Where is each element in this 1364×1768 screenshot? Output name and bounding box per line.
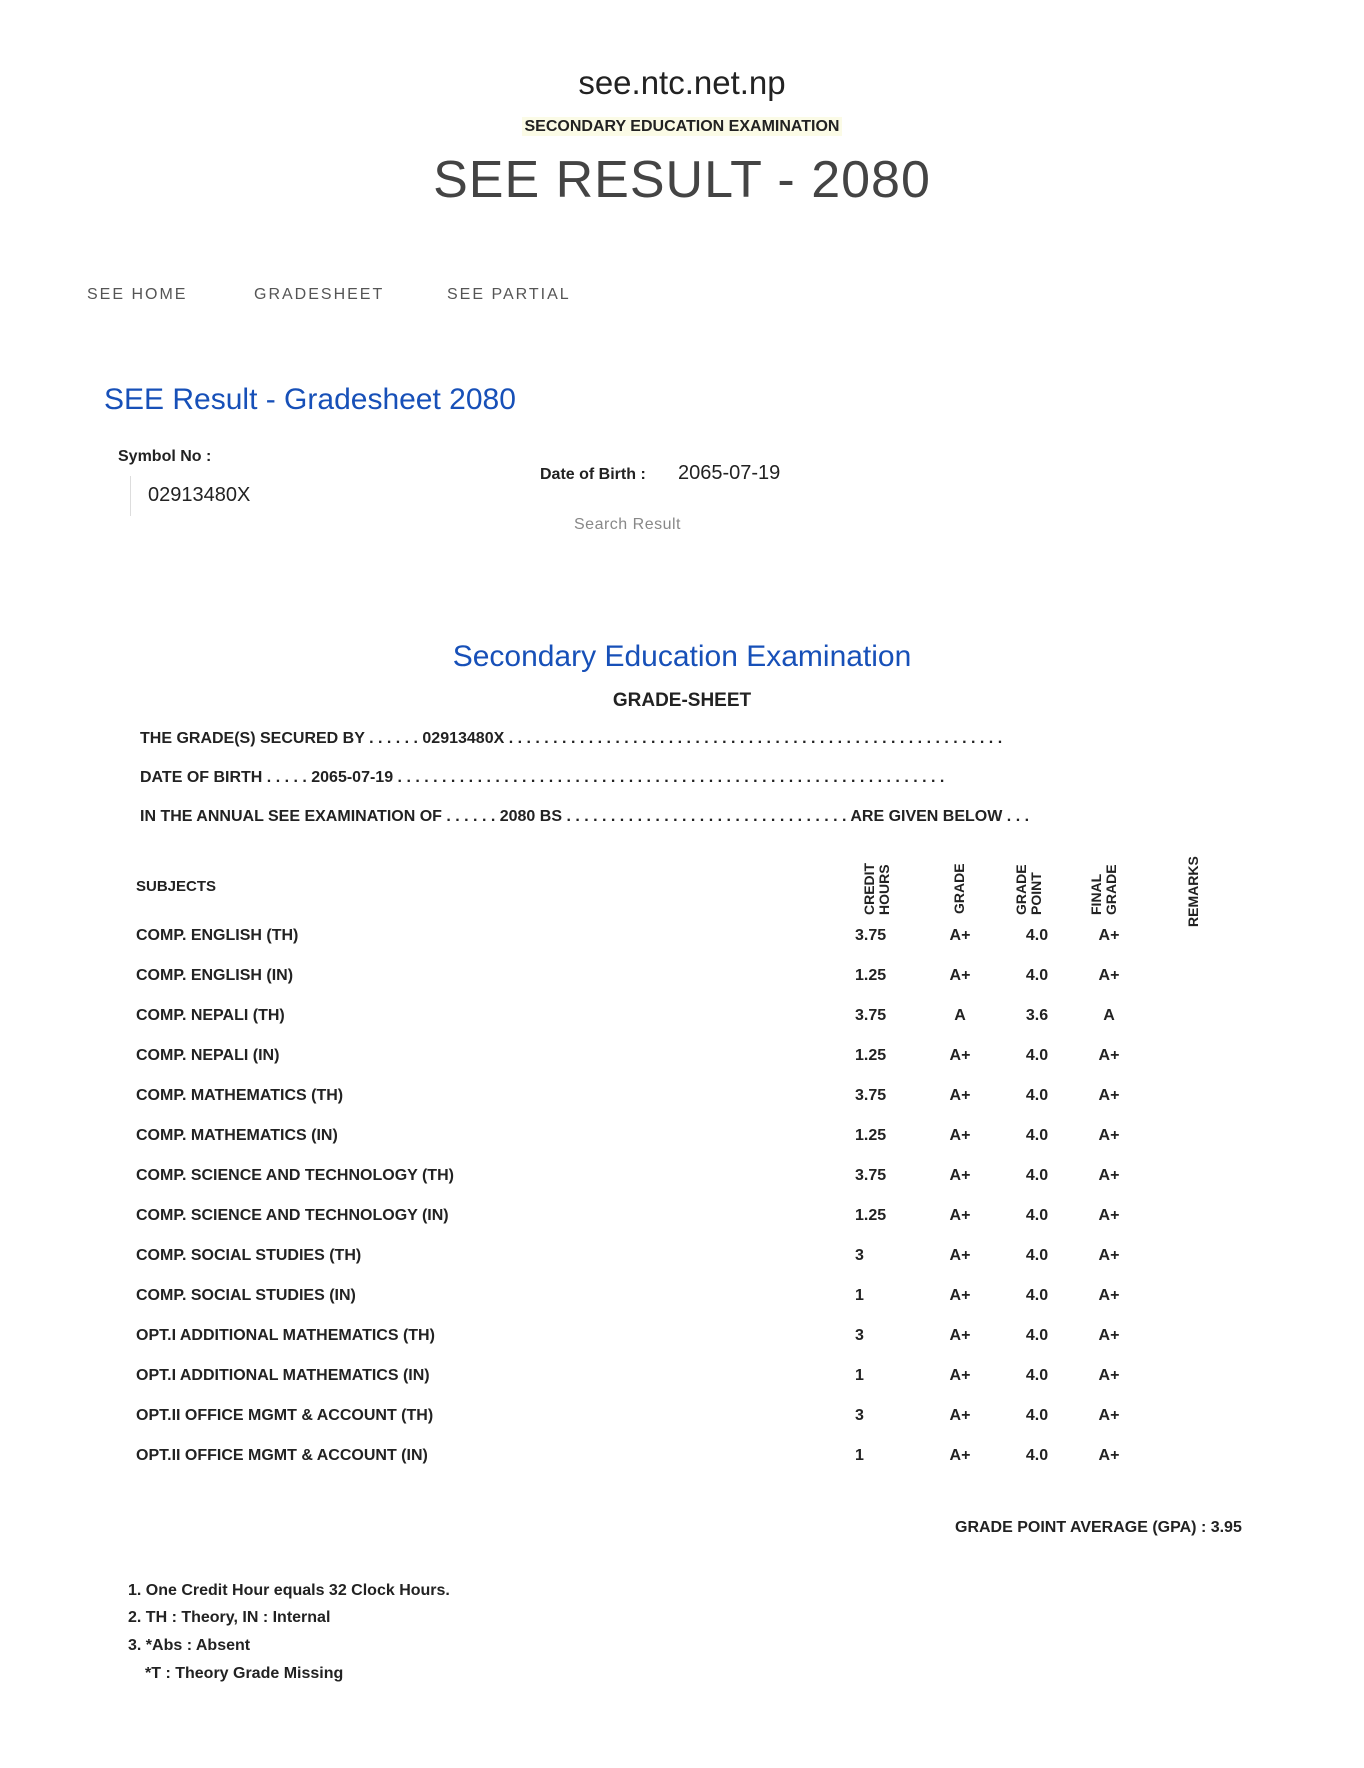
grade: A+ xyxy=(949,1287,971,1304)
subject-name: OPT.II OFFICE MGMT & ACCOUNT (TH) xyxy=(136,1407,434,1424)
subject-name: COMP. SOCIAL STUDIES (IN) xyxy=(136,1287,356,1304)
table-row xyxy=(0,927,1364,951)
subject-name: COMP. ENGLISH (TH) xyxy=(136,927,299,944)
subject-name: COMP. SCIENCE AND TECHNOLOGY (TH) xyxy=(136,1167,454,1184)
grade-point: 4.0 xyxy=(1025,1247,1049,1264)
grade: A+ xyxy=(949,927,971,944)
gradesheet-title: Secondary Education Examination xyxy=(452,640,912,673)
subject-name: OPT.I ADDITIONAL MATHEMATICS (IN) xyxy=(136,1367,430,1384)
nav-gradesheet[interactable]: GRADESHEET xyxy=(254,286,385,303)
subject-name: COMP. SCIENCE AND TECHNOLOGY (IN) xyxy=(136,1207,449,1224)
grade: A+ xyxy=(949,1447,971,1464)
grade: A xyxy=(954,1007,966,1024)
table-row xyxy=(0,1367,1364,1391)
grade: A+ xyxy=(949,967,971,984)
site-domain: see.ntc.net.np xyxy=(578,64,786,101)
header-grade-line: GRADE xyxy=(951,863,967,914)
note-credit-hour: 1. One Credit Hour equals 32 Clock Hours. xyxy=(128,1582,450,1599)
subject-name: COMP. ENGLISH (IN) xyxy=(136,967,294,984)
credit-hours: 3.75 xyxy=(855,1007,887,1024)
note-th-in: 2. TH : Theory, IN : Internal xyxy=(128,1609,331,1626)
final-grade: A xyxy=(1103,1007,1115,1024)
subject-name: COMP. NEPALI (TH) xyxy=(136,1007,285,1024)
nav-see-partial[interactable]: SEE PARTIAL xyxy=(447,286,571,303)
credit-hours: 3.75 xyxy=(855,927,887,944)
table-row xyxy=(0,1087,1364,1111)
grade-point: 4.0 xyxy=(1025,1167,1049,1184)
grade-point: 4.0 xyxy=(1025,967,1049,984)
table-row xyxy=(0,1047,1364,1071)
note-absent: 3. *Abs : Absent xyxy=(128,1637,251,1654)
final-grade: A+ xyxy=(1098,1127,1120,1144)
header-remarks-line: REMARKS xyxy=(1185,856,1201,927)
grade-point: 4.0 xyxy=(1025,1327,1049,1344)
header-gp-line1: GRADE xyxy=(1013,864,1029,915)
final-grade: A+ xyxy=(1098,1447,1120,1464)
header-final-line1: FINAL xyxy=(1088,873,1104,915)
header-credit-line1: CREDIT xyxy=(861,862,877,915)
symbol-no-value: 02913480X xyxy=(148,484,251,506)
grade: A+ xyxy=(949,1327,971,1344)
credit-hours: 1.25 xyxy=(855,1047,887,1064)
grade-point: 4.0 xyxy=(1025,1127,1049,1144)
table-row xyxy=(0,967,1364,991)
final-grade: A+ xyxy=(1098,1167,1120,1184)
table-row xyxy=(0,1207,1364,1231)
subject-name: COMP. NEPALI (IN) xyxy=(136,1047,280,1064)
subject-name: COMP. MATHEMATICS (IN) xyxy=(136,1127,338,1144)
grade: A+ xyxy=(949,1247,971,1264)
grade: A+ xyxy=(949,1367,971,1384)
final-grade: A+ xyxy=(1098,1407,1120,1424)
grade-point: 4.0 xyxy=(1025,1047,1049,1064)
final-grade: A+ xyxy=(1098,1327,1120,1344)
credit-hours: 3 xyxy=(855,1407,864,1424)
final-grade: A+ xyxy=(1098,1087,1120,1104)
subject-name: OPT.II OFFICE MGMT & ACCOUNT (IN) xyxy=(136,1447,428,1464)
subject-name: COMP. MATHEMATICS (TH) xyxy=(136,1087,344,1104)
grade: A+ xyxy=(949,1167,971,1184)
nav-see-home[interactable]: SEE HOME xyxy=(87,286,188,303)
subject-name: COMP. SOCIAL STUDIES (TH) xyxy=(136,1247,362,1264)
header-final-grade xyxy=(1089,864,1119,915)
page-heading: SEE Result - Gradesheet 2080 xyxy=(104,383,516,416)
gpa-summary: GRADE POINT AVERAGE (GPA) : 3.95 xyxy=(955,1519,1242,1536)
header-gp-line2: POINT xyxy=(1028,872,1044,915)
grade: A+ xyxy=(949,1047,971,1064)
grade-point: 4.0 xyxy=(1025,1207,1049,1224)
search-result-button[interactable]: Search Result xyxy=(574,516,681,533)
credit-hours: 3.75 xyxy=(855,1087,887,1104)
credit-hours: 3.75 xyxy=(855,1167,887,1184)
table-row xyxy=(0,1287,1364,1311)
credit-hours: 3 xyxy=(855,1247,864,1264)
grade: A+ xyxy=(949,1407,971,1424)
table-row xyxy=(0,1407,1364,1431)
exam-label xyxy=(0,118,1364,136)
credit-hours: 1 xyxy=(855,1367,864,1384)
grade-point: 4.0 xyxy=(1025,1287,1049,1304)
final-grade: A+ xyxy=(1098,1247,1120,1264)
page-main-title: SEE RESULT - 2080 xyxy=(433,151,931,209)
credit-hours: 1 xyxy=(855,1447,864,1464)
grade-point: 3.6 xyxy=(1025,1007,1049,1024)
grade: A+ xyxy=(949,1087,971,1104)
subject-name: OPT.I ADDITIONAL MATHEMATICS (TH) xyxy=(136,1327,435,1344)
symbol-no-label: Symbol No : xyxy=(118,448,212,465)
grade: A+ xyxy=(949,1127,971,1144)
grade: A+ xyxy=(949,1207,971,1224)
final-grade: A+ xyxy=(1098,927,1120,944)
header-remarks xyxy=(1186,856,1201,927)
dob-label: Date of Birth : xyxy=(540,466,646,483)
header-grade-point xyxy=(1014,864,1044,915)
symbol-no-input[interactable] xyxy=(130,476,431,516)
dob-input[interactable]: 2065-07-19 xyxy=(678,462,781,484)
header-subjects: SUBJECTS xyxy=(136,878,217,895)
header-credit-line2: HOURS xyxy=(876,864,892,915)
final-grade: A+ xyxy=(1098,1047,1120,1064)
credit-hours: 1.25 xyxy=(855,1207,887,1224)
credit-hours: 1.25 xyxy=(855,1127,887,1144)
note-theory-missing: *T : Theory Grade Missing xyxy=(145,1665,344,1682)
credit-hours: 3 xyxy=(855,1327,864,1344)
info-date-of-birth: DATE OF BIRTH . . . . . 2065-07-19 . . . . . . . . . . . . . . . . . . . . . . . . . . . . . . . . . . . . . . . . . . . . . . . . . . . . . . . . . . . . . . xyxy=(140,769,945,786)
grade-point: 4.0 xyxy=(1025,1407,1049,1424)
exam-label-text: SECONDARY EDUCATION EXAMINATION xyxy=(522,117,843,136)
gradesheet-subtitle: GRADE-SHEET xyxy=(612,690,752,711)
table-row xyxy=(0,1327,1364,1351)
final-grade: A+ xyxy=(1098,1287,1120,1304)
table-row xyxy=(0,1447,1364,1471)
table-row xyxy=(0,1007,1364,1031)
header-credit-hours xyxy=(862,863,892,915)
header-final-line2: GRADE xyxy=(1103,864,1119,915)
info-annual-exam: IN THE ANNUAL SEE EXAMINATION OF . . . . . . 2080 BS . . . . . . . . . . . . . . . . . . . . . . . . . . . . . . . . ARE GIVEN BELOW . . . xyxy=(140,808,1030,825)
grade-point: 4.0 xyxy=(1025,1447,1049,1464)
final-grade: A+ xyxy=(1098,1367,1120,1384)
grade-point: 4.0 xyxy=(1025,927,1049,944)
final-grade: A+ xyxy=(1098,1207,1120,1224)
grade-point: 4.0 xyxy=(1025,1367,1049,1384)
credit-hours: 1.25 xyxy=(855,967,887,984)
table-row xyxy=(0,1127,1364,1151)
grade-point: 4.0 xyxy=(1025,1087,1049,1104)
final-grade: A+ xyxy=(1098,967,1120,984)
header-grade xyxy=(952,863,967,914)
table-row xyxy=(0,1167,1364,1191)
info-secured-by: THE GRADE(S) SECURED BY . . . . . . 02913480X . . . . . . . . . . . . . . . . . . . . . . . . . . . . . . . . . . . . . . . . . . . . . . . . . . . . . . . . xyxy=(140,730,1003,747)
credit-hours: 1 xyxy=(855,1287,864,1304)
table-row xyxy=(0,1247,1364,1271)
